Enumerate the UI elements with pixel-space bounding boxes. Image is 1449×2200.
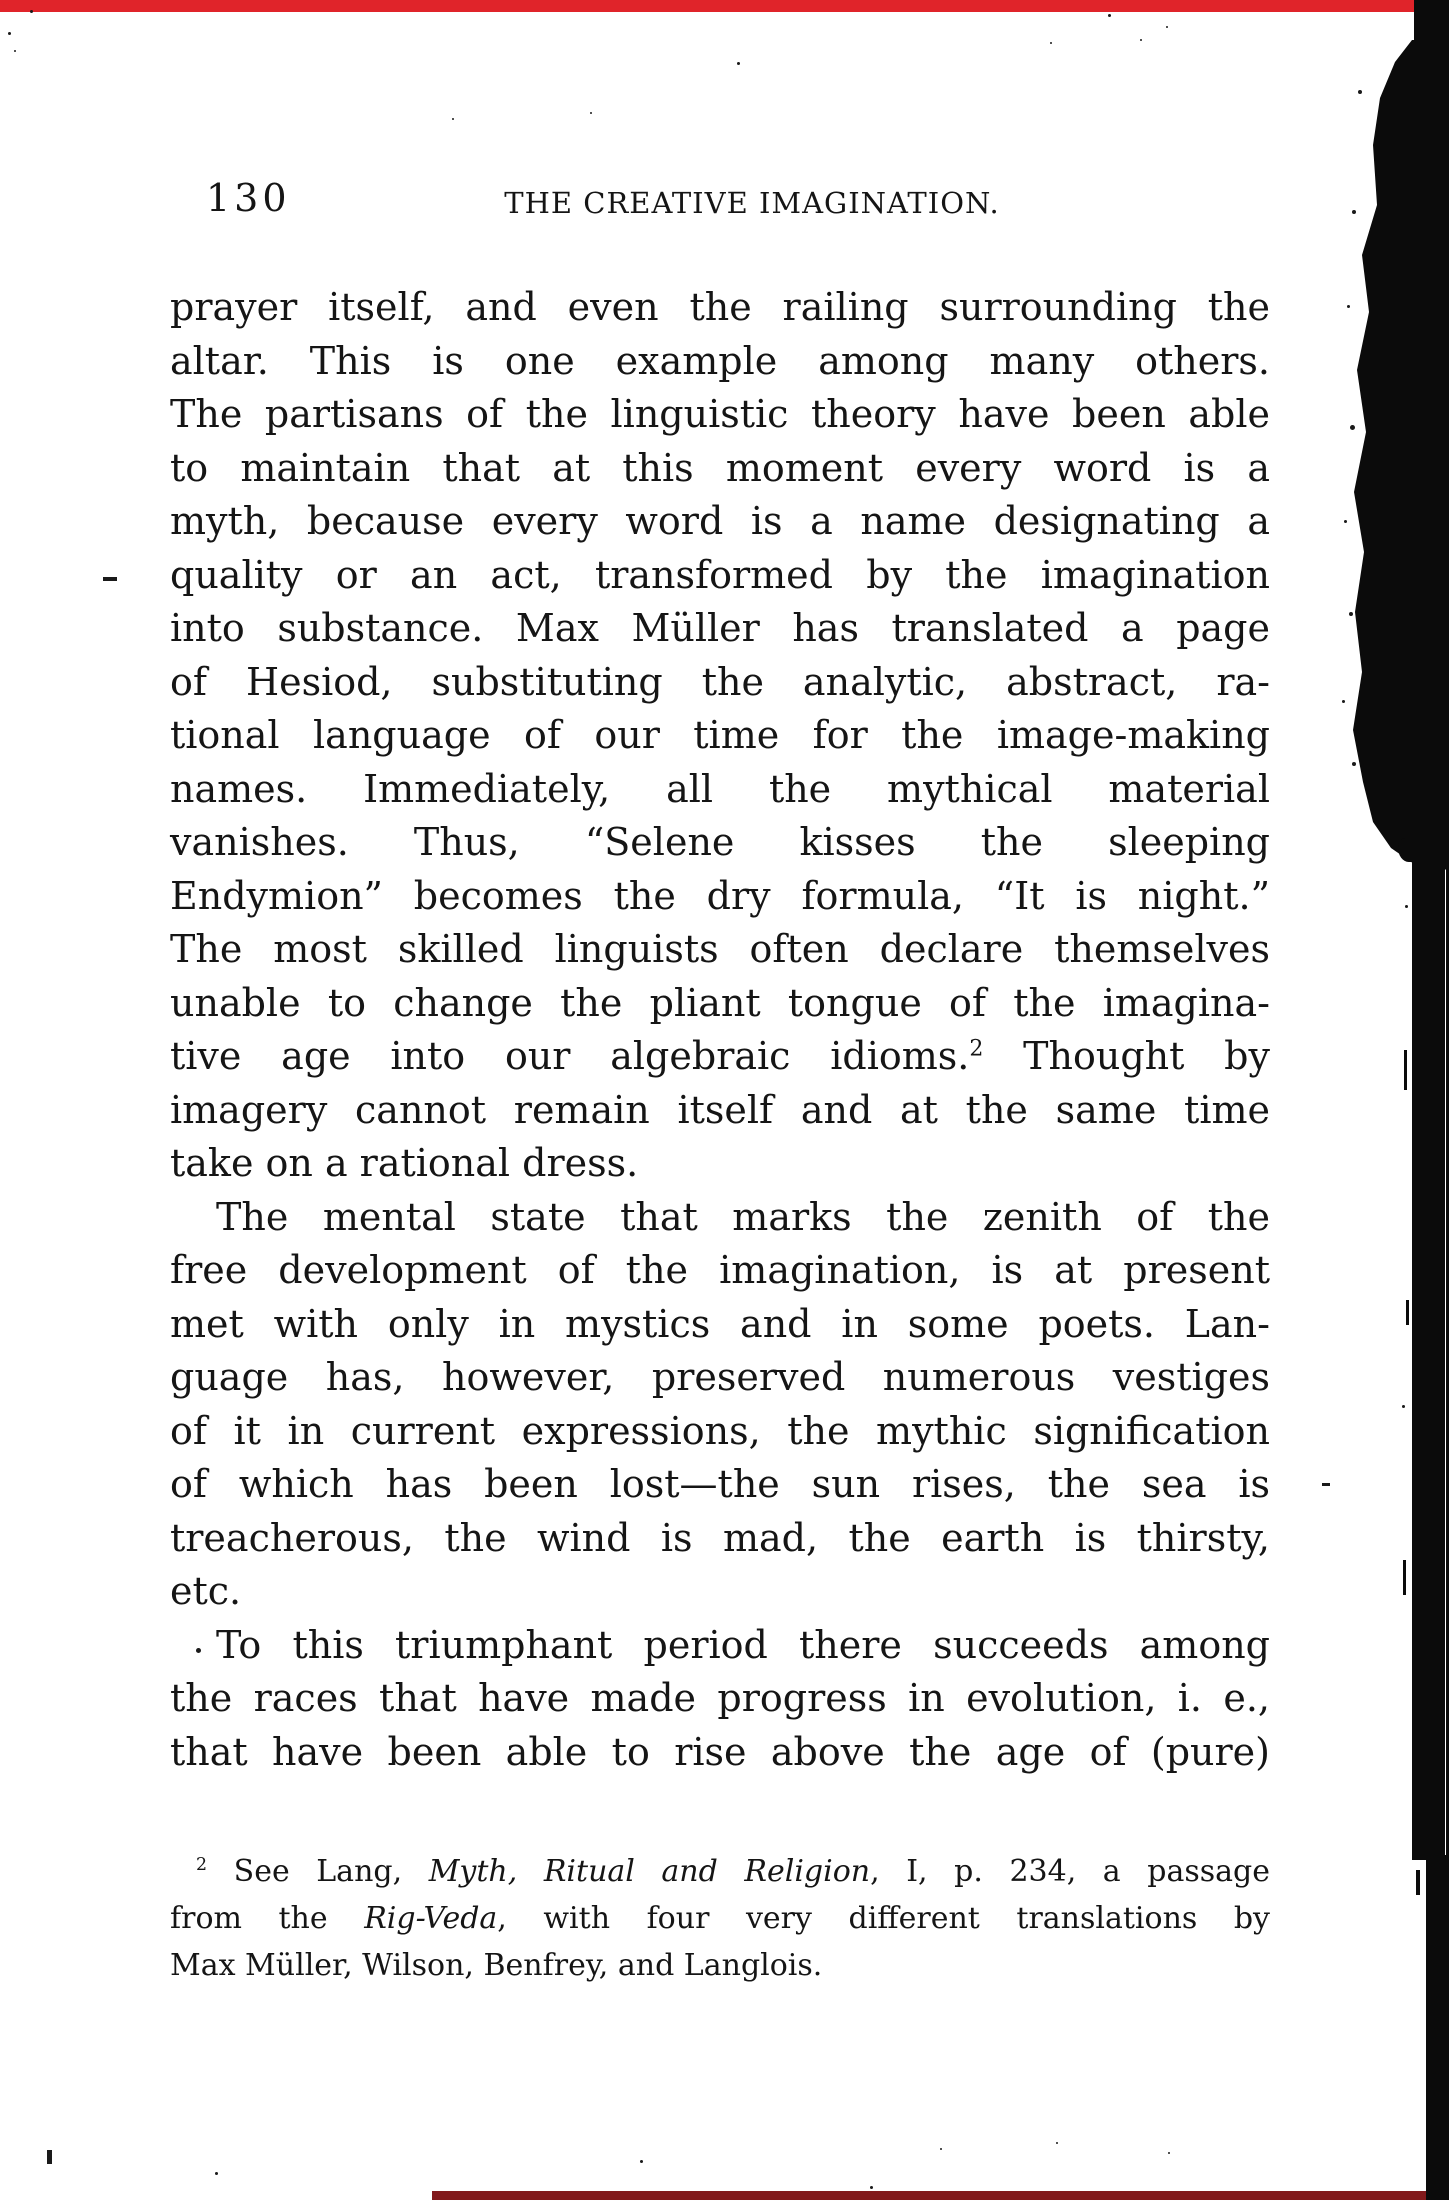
scan-speckle (1108, 14, 1111, 17)
scan-speckle (8, 32, 11, 35)
text-line (170, 495, 1270, 549)
text-segment: Max Müller, Wilson, Benfrey, and Langlois. (170, 1948, 823, 1983)
text-segment: Rig-Veda (364, 1901, 498, 1936)
text-line (170, 656, 1270, 710)
text-segment: of it in current expressions, the mythic signification (170, 1408, 1270, 1453)
scan-speckle (215, 2172, 218, 2175)
text-segment: Thought by (983, 1034, 1270, 1078)
scan-speckle (103, 577, 117, 581)
text-segment: etc. (170, 1569, 242, 1613)
gutter-fringe-dot (1405, 905, 1408, 908)
text-segment: imagery cannot remain itself and at the same time (170, 1087, 1270, 1132)
gutter-fringe-dot (1349, 612, 1353, 616)
text-line (170, 1619, 1270, 1673)
gutter-fringe-tick (1404, 1050, 1407, 1090)
text-line (170, 1672, 1270, 1726)
text-line (170, 870, 1270, 924)
scan-speckle (30, 10, 33, 13)
text-segment: to maintain that at this moment every word is a (170, 445, 1270, 490)
scan-speckle (940, 2148, 942, 2150)
text-line (170, 1458, 1270, 1512)
scan-speckle (196, 1648, 201, 1653)
gutter-ink-blob (1349, 40, 1449, 870)
gutter-fringe-tick (1406, 1300, 1409, 1325)
text-segment: of which has been lost—the sun rises, the sea is (170, 1462, 1270, 1506)
text-line (170, 1565, 1270, 1619)
text-segment: treacherous, the wind is mad, the earth is thirsty, (170, 1515, 1270, 1560)
scanner-color-strip-bottom (432, 2191, 1449, 2200)
text-line (170, 335, 1270, 389)
text-line (170, 1030, 1270, 1084)
gutter-ink-band (1412, 855, 1445, 1860)
scan-speckle (14, 50, 16, 52)
text-line (170, 1895, 1270, 1942)
text-segment: names. Immediately, all the mythical material (170, 766, 1270, 811)
gutter-fringe-dot (1350, 425, 1355, 430)
scan-speckle (1140, 39, 1142, 41)
text-line (170, 281, 1270, 335)
gutter-fringe-dot (1358, 90, 1362, 94)
text-line (170, 709, 1270, 763)
text-line (170, 1942, 1270, 1989)
text-segment: tive age into our algebraic idioms. (170, 1034, 970, 1078)
scan-speckle (1168, 2152, 1170, 2154)
text-segment: that have been able to rise above the age of (pure) (170, 1729, 1270, 1774)
text-line (170, 977, 1270, 1031)
gutter-fringe-dot (1352, 762, 1356, 766)
text-line (170, 1848, 1270, 1895)
gutter-fringe-tick (1416, 1870, 1420, 1895)
text-segment: , I, p. 234, a passage (870, 1854, 1270, 1889)
text-segment: tional language of our time for the image-making (170, 713, 1270, 757)
text-line (170, 1405, 1270, 1459)
scan-speckle (1322, 1483, 1330, 1486)
gutter-fringe-dot (1344, 520, 1347, 523)
body-text (170, 281, 1270, 1779)
text-line (170, 442, 1270, 496)
gutter-fringe-dot (1342, 700, 1345, 703)
page-number: 130 (206, 176, 291, 220)
text-line (170, 1084, 1270, 1138)
scan-speckle (870, 2186, 873, 2189)
text-segment: altar. This is one example among many others. (170, 338, 1270, 383)
scan-speckle (1050, 42, 1052, 44)
scan-speckle (47, 2150, 52, 2164)
footnote (170, 1848, 1270, 1989)
text-line (170, 1244, 1270, 1298)
text-line (170, 763, 1270, 817)
text-segment: unable to change the pliant tongue of the imagina- (170, 980, 1270, 1025)
scan-speckle (1166, 26, 1168, 28)
gutter-fringe-dot (1402, 1405, 1405, 1408)
text-line (170, 1726, 1270, 1780)
gutter-fringe-dot (1347, 305, 1350, 308)
text-segment: To this triumphant period there succeeds among (216, 1622, 1270, 1667)
text-segment: quality or an act, transformed by the imagination (170, 552, 1270, 597)
text-segment: The mental state that marks the zenith of the (216, 1194, 1270, 1239)
scan-speckle (640, 2160, 643, 2163)
text-segment: myth, because every word is a name designating a (170, 499, 1270, 543)
text-line (170, 602, 1270, 656)
text-segment: vanishes. Thus, “Selene kisses the sleeping (170, 820, 1270, 864)
scanner-color-strip-top (0, 0, 1449, 12)
text-line (170, 1351, 1270, 1405)
running-header: THE CREATIVE IMAGINATION. (504, 186, 1000, 220)
gutter-fringe-tick (1403, 1560, 1406, 1595)
text-segment: Myth, Ritual and Religion (428, 1854, 871, 1889)
text-line (170, 1298, 1270, 1352)
scan-speckle (590, 112, 592, 114)
text-segment: take on a rational dress. (170, 1141, 639, 1185)
text-segment: met with only in mystics and in some poets. Lan- (170, 1301, 1270, 1346)
scan-speckle (737, 62, 740, 65)
text-line (170, 1137, 1270, 1191)
text-line (170, 1191, 1270, 1245)
text-line (170, 388, 1270, 442)
text-segment: , with four very different translations by (497, 1901, 1270, 1936)
text-segment: of Hesiod, substituting the analytic, abstract, ra- (170, 659, 1270, 704)
scan-speckle (452, 118, 454, 120)
scan-speckle (1056, 2142, 1058, 2144)
text-segment: Endymion” becomes the dry formula, “It is night.” (170, 873, 1270, 918)
text-line (170, 1512, 1270, 1566)
text-segment: the races that have made progress in evolution, i. e., (170, 1676, 1270, 1720)
footnote-reference: 2 (196, 1855, 208, 1875)
gutter-fringe-dot (1352, 210, 1356, 214)
text-segment: See Lang, (207, 1854, 429, 1889)
text-segment: free development of the imagination, is at present (170, 1248, 1270, 1292)
text-line (170, 549, 1270, 603)
text-line (170, 923, 1270, 977)
text-segment: The most skilled linguists often declare themselves (170, 927, 1270, 971)
text-segment: from the (170, 1901, 365, 1936)
footnote-reference: 2 (969, 1036, 984, 1062)
text-segment: guage has, however, preserved numerous vestiges (170, 1355, 1270, 1399)
text-segment: The partisans of the linguistic theory have been able (170, 392, 1270, 436)
text-segment: prayer itself, and even the railing surrounding the (170, 285, 1270, 329)
text-line (170, 816, 1270, 870)
text-segment: into substance. Max Müller has translated a page (170, 606, 1270, 650)
